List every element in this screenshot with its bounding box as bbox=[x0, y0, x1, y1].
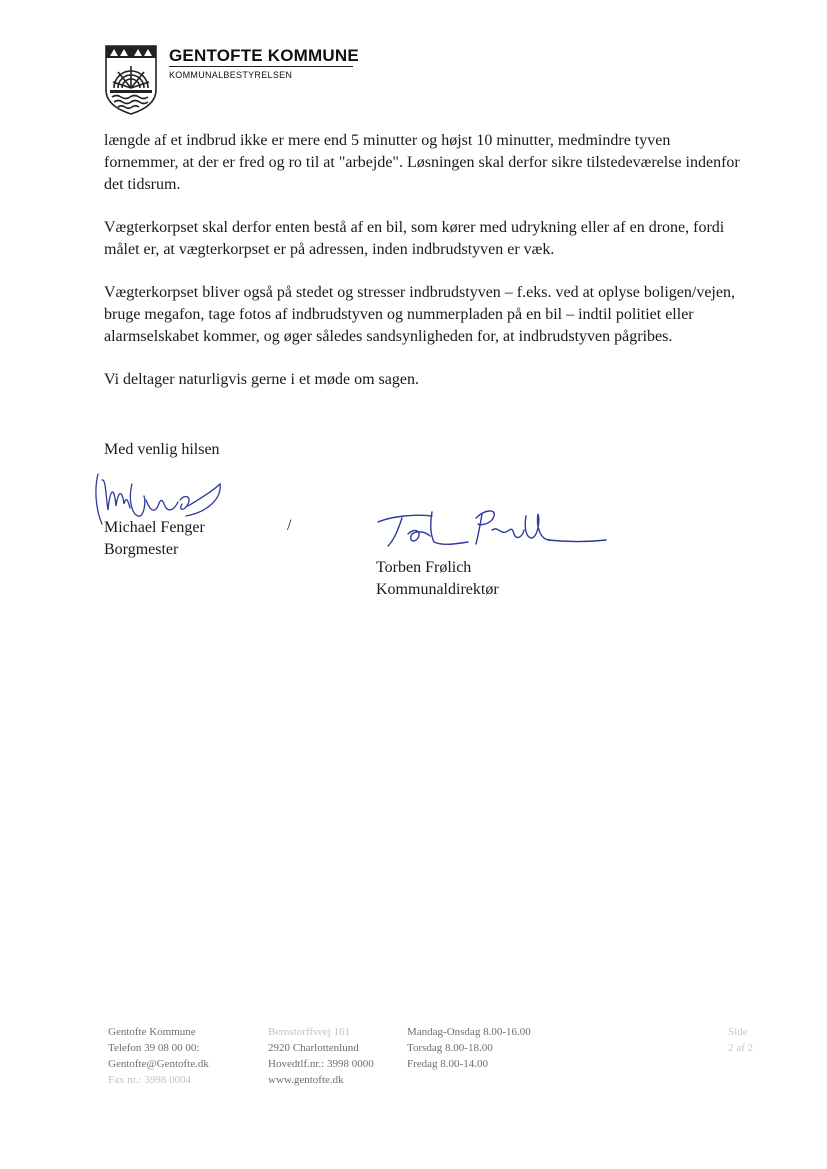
footer-hours-fri: Fredag 8.00-14.00 bbox=[407, 1058, 488, 1070]
footer-street: Bernstorffsvej 161 bbox=[268, 1026, 350, 1038]
signatory-title: Borgmester bbox=[104, 541, 179, 558]
page-indicator bbox=[728, 1024, 753, 1056]
body-paragraph: længde af et indbrud ikke er mere end 5 minutter og højst 10 minutter, medmindre tyven fornemmer, at der er fred og ro til at "arbejde". Løsningen skal derfor sikre tilstedeværelse indenfor det tidsrum. bbox=[104, 132, 740, 193]
page-label: Side bbox=[728, 1026, 748, 1038]
body-paragraph: Vi deltager naturligvis gerne i et møde om sagen. bbox=[104, 371, 419, 388]
footer-email[interactable]: Gentofte@Gentofte.dk bbox=[108, 1058, 209, 1070]
signatory-block-1 bbox=[104, 517, 205, 561]
closing-salutation: Med venlig hilsen bbox=[104, 441, 220, 458]
signatory-block-2 bbox=[376, 557, 499, 601]
footer-contact bbox=[108, 1024, 209, 1088]
signatory-title: Kommunaldirektør bbox=[376, 581, 499, 598]
department-name: KOMMUNALBESTYRELSEN bbox=[169, 70, 293, 80]
letter-body bbox=[104, 130, 744, 412]
footer-address bbox=[268, 1024, 374, 1088]
signatory-separator: / bbox=[287, 517, 292, 534]
footer-city: 2920 Charlottenlund bbox=[268, 1042, 359, 1054]
signature-torben-frolich bbox=[372, 500, 612, 556]
footer-phone: Telefon 39 08 00 00: bbox=[108, 1042, 200, 1054]
signatory-name: Michael Fenger bbox=[104, 519, 205, 536]
footer-main-phone: Hovedtlf.nr.: 3998 0000 bbox=[268, 1058, 374, 1070]
footer-fax: Fax nr.: 3998 0004 bbox=[108, 1074, 192, 1086]
footer-org: Gentofte Kommune bbox=[108, 1026, 196, 1038]
header-divider bbox=[169, 66, 353, 67]
footer-website[interactable]: www.gentofte.dk bbox=[268, 1074, 344, 1086]
footer-hours bbox=[407, 1024, 537, 1072]
footer-hours-mon-wed: Mandag-Onsdag 8.00-16.00 bbox=[407, 1026, 531, 1038]
organization-name: GENTOFTE KOMMUNE bbox=[169, 46, 359, 65]
body-paragraph: Vægterkorpset bliver også på stedet og stresser indbrudstyven – f.eks. ved at oplyse boligen/vejen, bruge megafon, tage fotos af indbrudstyven og nummerpladen på en bil – indtil politiet eller alarmselskabet kommer, og øger således sandsynligheden for, at indbrudstyven pågribes. bbox=[104, 284, 735, 345]
page-number: 2 af 2 bbox=[728, 1042, 754, 1054]
signatory-name: Torben Frølich bbox=[376, 559, 472, 576]
body-paragraph: Vægterkorpset skal derfor enten bestå af en bil, som kører med udrykning eller af en drone, fordi målet er, at vægterkorpset er på adressen, inden indbrudstyven er væk. bbox=[104, 219, 725, 258]
gentofte-crest-icon bbox=[104, 44, 158, 116]
footer-hours-thu: Torsdag 8.00-18.00 bbox=[407, 1042, 493, 1054]
